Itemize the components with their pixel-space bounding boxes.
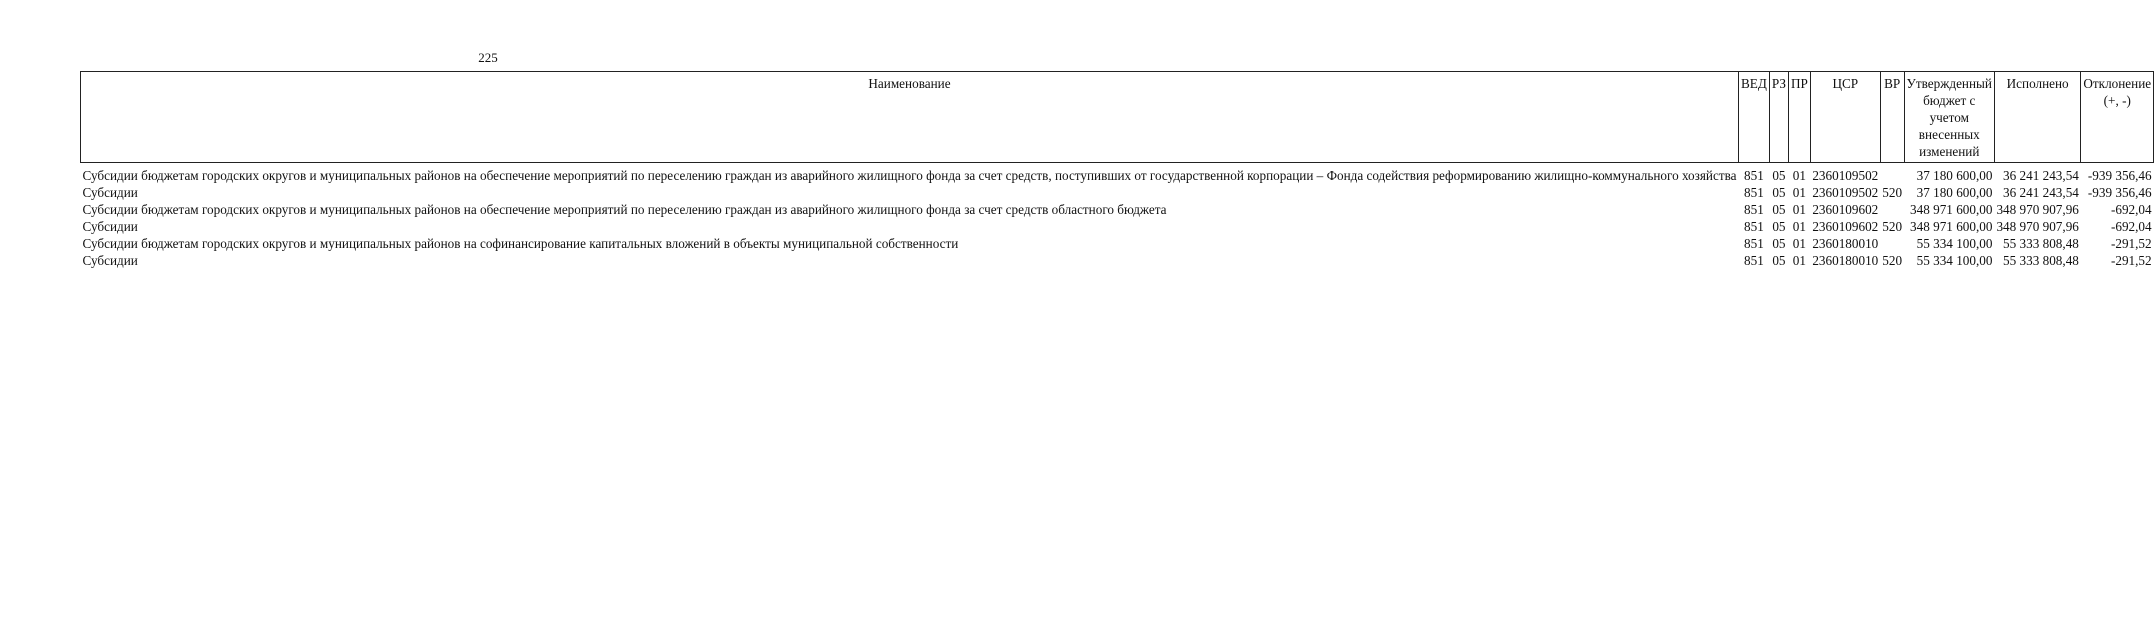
- row-pr: 01: [1792, 253, 1806, 268]
- header-approved-budget: Утвержденный бюджет с учетом внесенных изменений: [1904, 72, 1994, 163]
- row-csr: 2360180010: [1812, 253, 1879, 268]
- row-vr: 520: [1882, 185, 1903, 200]
- row-executed: 348 970 907,96: [1996, 202, 2079, 217]
- row-rz: 05: [1772, 236, 1786, 251]
- table-header: [81, 72, 2154, 163]
- row-csr: 2360109602: [1812, 219, 1879, 234]
- table-row: [81, 163, 2154, 185]
- row-ved: 851: [1744, 219, 1764, 234]
- row-deviation: -291,52: [2110, 253, 2152, 268]
- row-csr: 2360180010: [1812, 236, 1879, 251]
- row-rz: 05: [1772, 185, 1786, 200]
- row-executed: 348 970 907,96: [1996, 219, 2079, 234]
- row-ved: 851: [1744, 253, 1764, 268]
- table-row: [81, 201, 2154, 218]
- row-csr: 2360109602: [1812, 202, 1879, 217]
- header-executed: Исполнено: [1994, 72, 2080, 163]
- row-vr: 520: [1882, 253, 1903, 268]
- row-ved: 851: [1744, 185, 1764, 200]
- row-rz: 05: [1772, 253, 1786, 268]
- row-deviation: -692,04: [2110, 219, 2152, 234]
- row-executed: 55 333 808,48: [2003, 253, 2079, 268]
- table-body: [81, 163, 2154, 270]
- row-deviation: -939 356,46: [2087, 185, 2152, 200]
- row-deviation: -692,04: [2110, 202, 2152, 217]
- row-pr: 01: [1792, 185, 1806, 200]
- row-approved: 55 334 100,00: [1916, 253, 1993, 268]
- budget-table: [80, 71, 2154, 269]
- header-deviation: Отклонение (+, -): [2081, 72, 2154, 163]
- header-ved: ВЕД: [1739, 72, 1770, 163]
- row-pr: 01: [1792, 236, 1806, 251]
- table-row: [81, 218, 2154, 235]
- row-vr: 520: [1882, 219, 1903, 234]
- header-name: Наименование: [81, 72, 1739, 163]
- page-number: 225: [478, 50, 498, 65]
- row-deviation: -291,52: [2110, 236, 2152, 251]
- row-name: Субсидии: [82, 253, 138, 268]
- header-vr: ВР: [1880, 72, 1904, 163]
- row-csr: 2360109502: [1812, 185, 1879, 200]
- row-pr: 01: [1792, 219, 1806, 234]
- row-name: Субсидии: [82, 185, 138, 200]
- row-executed: 55 333 808,48: [2003, 236, 2079, 251]
- row-deviation: -939 356,46: [2087, 168, 2152, 183]
- row-approved: 37 180 600,00: [1916, 185, 1993, 200]
- row-vr: [1880, 163, 1904, 185]
- row-approved: 348 971 600,00: [1910, 219, 1993, 234]
- table-row: [81, 252, 2154, 269]
- row-ved: 851: [1744, 168, 1764, 183]
- row-rz: 05: [1772, 168, 1786, 183]
- row-approved: 55 334 100,00: [1916, 236, 1993, 251]
- row-name: Субсидии: [82, 219, 138, 234]
- row-rz: 05: [1772, 202, 1786, 217]
- row-name: Субсидии бюджетам городских округов и муниципальных районов на обеспечение мероприятий по переселению граждан из аварийного жилищного фонда за счет средств областного бюджета: [82, 202, 1167, 217]
- row-vr: [1880, 201, 1904, 218]
- row-name: Субсидии бюджетам городских округов и муниципальных районов на софинансирование капитальных вложений в объекты муниципальной собственности: [82, 236, 959, 251]
- header-csr: ЦСР: [1810, 72, 1880, 163]
- row-executed: 36 241 243,54: [2003, 168, 2079, 183]
- table-row: [81, 235, 2154, 252]
- row-pr: 01: [1792, 168, 1806, 183]
- row-executed: 36 241 243,54: [2003, 185, 2079, 200]
- row-rz: 05: [1772, 219, 1786, 234]
- header-pr: ПР: [1788, 72, 1810, 163]
- table-row: [81, 184, 2154, 201]
- row-ved: 851: [1744, 236, 1764, 251]
- row-csr: 2360109502: [1812, 168, 1879, 183]
- row-vr: [1880, 235, 1904, 252]
- row-approved: 37 180 600,00: [1916, 168, 1993, 183]
- row-approved: 348 971 600,00: [1910, 202, 1993, 217]
- row-name: Субсидии бюджетам городских округов и муниципальных районов на обеспечение мероприятий по переселению граждан из аварийного жилищного фонда за счет средств, поступивших от государственной корпорации – Фонда содействия реформированию жилищно-коммунального хозяйства: [82, 168, 1737, 183]
- row-pr: 01: [1792, 202, 1806, 217]
- header-rz: РЗ: [1769, 72, 1788, 163]
- row-ved: 851: [1744, 202, 1764, 217]
